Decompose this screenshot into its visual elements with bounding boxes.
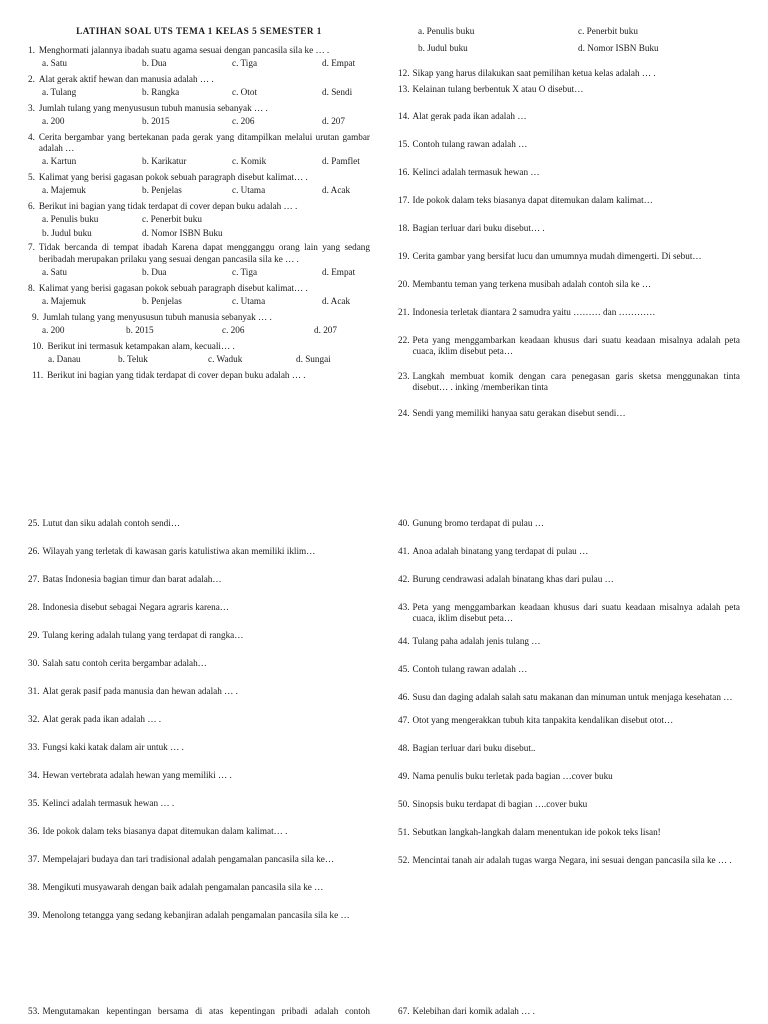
question-number: 48. [398,743,410,754]
question-item [398,771,740,782]
question-text: Sikap yang harus dilakukan saat pemilihan ketua kelas adalah … . [412,68,656,79]
question-number: 8. [28,282,35,293]
question-number: 5. [28,172,35,183]
options-5 [42,185,370,196]
option-a: a. Satu [42,266,68,277]
question-number: 46. [398,692,410,703]
option-c: c. Tiga [232,58,258,69]
question-item [398,371,740,393]
question-number: 36. [28,826,40,837]
question-item [28,910,370,921]
option-c: c. Utama [232,295,266,306]
option-a: a. Majemuk [42,295,86,306]
question-text: Gunung bromo terdapat di pulau … [412,518,544,528]
page-title: LATIHAN SOAL UTS TEMA 1 KELAS 5 SEMESTER 1 [76,26,322,36]
question-number: 30. [28,658,40,669]
question-text: Kalimat yang berisi gagasan pokok sebuah paragraph disebut kalimat… . [38,282,308,293]
question-item [398,636,740,647]
question-text: Cerita bergambar yang bertekanan pada gerak yang ditampilkan melalui urutan gambar adalah … [38,132,370,154]
option-b: b. Judul buku [42,228,92,239]
question-item [398,335,740,357]
question-text: Mempelajari budaya dan tari tradisional adalah pengamalan pancasila sila ke… [42,854,335,865]
question-text: Alat gerak pada ikan adalah … . [42,714,162,725]
question-number: 14. [398,111,410,122]
question-text: Mencintai tanah air adalah tugas warga Negara, ini sesuai dengan pancasila sila ke … . [412,855,732,866]
option-d: d. Acak [322,185,351,196]
question-1 [28,45,370,56]
question-item [28,658,370,669]
question-item [398,251,740,262]
option-a: a. 200 [42,116,65,127]
question-number: 33. [28,742,40,753]
question-text: Contoh tulang rawan adalah … [412,139,528,150]
question-text: Berikut ini termasuk ketampakan alam, kecuali… . [47,340,235,351]
option-c: c. Waduk [208,353,243,364]
question-text: Mengikuti musyawarah dengan baik adalah pengamalan pancasila sila ke … [42,882,324,893]
question-item [398,84,740,95]
question-number: 28. [28,602,40,613]
option-c: c. Penerbit buku [142,214,202,225]
question-item [28,826,370,837]
options-8 [42,296,370,307]
left-column-top [28,26,370,383]
question-item [28,518,370,529]
left-column-middle [28,518,370,938]
options-7 [42,267,370,278]
question-text: Bagian terluar dari buku disebut… . [412,223,545,234]
question-number: 51. [398,827,410,838]
question-text: Jumlah tulang yang menyususun tubuh manusia sebanyak … . [38,103,268,114]
question-3 [28,103,370,114]
question-number: 67. [398,1006,410,1016]
question-item [28,714,370,725]
question-text: Alat gerak pasif pada manusia dan hewan adalah … . [42,686,238,697]
question-number: 22. [398,335,410,346]
answer-options-11 [418,26,740,54]
question-item [28,742,370,753]
question-list-12-24 [398,68,740,418]
option-a: a. Tulang [42,87,77,98]
right-column-bottom [398,1006,740,1017]
option-c: c. Utama [232,185,266,196]
question-number: 45. [398,664,410,675]
options-2 [42,87,370,98]
option-c: c. Komik [232,156,267,167]
options-9 [42,325,370,336]
question-text: Susu dan daging adalah salah satu makanan dan minuman untuk menjaga kesehatan … [412,692,733,703]
question-item [398,167,740,178]
option-c: c. Tiga [232,266,258,277]
question-53 [28,1006,370,1017]
question-6 [28,201,370,212]
question-number: 25. [28,518,40,528]
options-3 [42,116,370,127]
question-number: 41. [398,546,410,557]
question-number: 21. [398,307,410,318]
question-item [28,630,370,641]
question-number: 43. [398,602,410,613]
option-b: b. 2015 [126,324,154,335]
question-item [398,602,740,624]
question-item [28,574,370,585]
question-number: 32. [28,714,40,725]
question-number: 11. [32,369,44,380]
question-text: Lutut dan siku adalah contoh sendi… [42,518,181,528]
question-number: 9. [32,311,39,322]
option-d: d. Nomor ISBN Buku [142,228,223,239]
question-number: 6. [28,201,35,212]
option-d: d. 207 [322,116,345,127]
option-c: c. 206 [222,324,245,335]
question-item [398,546,740,557]
question-number: 17. [398,195,410,206]
option-b: b. Judul buku [418,43,468,54]
question-item [28,798,370,809]
question-list-40-52 [398,518,740,866]
option-a: a. 200 [42,324,65,335]
question-item [398,195,740,206]
question-text: Cerita gambar yang bersifat lucu dan umumnya mudah dimengerti. Di sebut… [412,251,702,262]
question-text: Sebutkan langkah-langkah dalam menentukan ide pokok teks lisan! [412,827,661,838]
question-number: 3. [28,103,35,114]
question-item [28,686,370,697]
question-item [398,692,740,703]
question-text: Batas Indonesia bagian timur dan barat adalah… [42,574,222,585]
question-text: Indonesia disebut sebagai Negara agraris karena… [42,602,229,613]
question-number: 18. [398,223,410,234]
question-item [398,799,740,810]
option-b: b. Teluk [118,353,148,364]
option-d: d. Empat [322,58,356,69]
question-item [398,68,740,79]
question-item [398,664,740,675]
option-d: d. 207 [314,324,337,335]
question-item [28,770,370,781]
question-text: Peta yang menggambarkan keadaan khusus dari suatu keadaan misalnya adalah peta cuaca, iklim disebut peta… [412,335,740,357]
options-1 [42,58,370,69]
question-number: 19. [398,251,410,262]
question-text: Sinopsis buku terdapat di bagian ….cover buku [412,799,588,810]
option-d: d. Empat [322,266,356,277]
question-10 [28,341,370,352]
question-text: Mengutamakan kepentingan bersama di atas kepentingan pribadi adalah contoh [42,1006,370,1016]
question-text: Alat gerak aktif hewan dan manusia adalah … . [38,74,214,85]
option-d: d. Acak [322,295,351,306]
question-8 [28,283,370,294]
option-c: c. Penerbit buku [578,26,638,36]
option-b: b. 2015 [142,116,170,127]
question-item [398,307,740,318]
question-text: Otot yang mengerakkan tubuh kita tanpakita kendalikan disebut otot… [412,715,674,726]
option-d: d. Pamflet [322,156,360,167]
question-number: 24. [398,407,410,418]
question-number: 42. [398,574,410,585]
option-a: a. Penulis buku [42,214,99,225]
question-number: 38. [28,882,40,893]
question-text: Kelebihan dari komik adalah … . [412,1006,535,1016]
question-text: Ide pokok dalam teks biasanya dapat ditemukan dalam kalimat… [412,195,653,206]
question-number: 27. [28,574,40,585]
question-text: Contoh tulang rawan adalah … [412,664,528,675]
question-text: Wilayah yang terletak di kawasan garis katulistiwa akan memiliki iklim… [42,546,316,557]
question-item [28,546,370,557]
question-text: Menghormati jalannya ibadah suatu agama sesuai dengan pancasila sila ke … . [38,45,330,56]
question-text: Kelainan tulang berbentuk X atau O disebut… [412,84,584,95]
question-2 [28,74,370,85]
question-number: 4. [28,132,35,143]
question-number: 2. [28,74,35,85]
option-a: a. Majemuk [42,185,86,196]
question-text: Alat gerak pada ikan adalah … [412,111,527,122]
question-item [398,743,740,754]
question-text: Anoa adalah binatang yang terdapat di pulau … [412,546,589,557]
question-text: Tulang kering adalah tulang yang terdapat di rangka… [42,630,244,641]
option-b: b. Penjelas [142,185,182,196]
right-column-top [398,26,740,433]
question-7 [28,242,370,264]
option-b: b. Dua [142,266,167,277]
options-4 [42,156,370,167]
question-item [398,279,740,290]
question-item [398,855,740,866]
question-list-25-39 [28,518,370,921]
question-text: Indonesia terletak diantara 2 samudra yaitu ……… dan ………… [412,307,656,318]
option-b: b. Dua [142,58,167,69]
question-number: 35. [28,798,40,809]
question-text: Bagian terluar dari buku disebut.. [412,743,536,754]
question-number: 26. [28,546,40,557]
question-5 [28,172,370,183]
question-item [398,518,740,529]
question-text: Kalimat yang berisi gagasan pokok sebuah paragraph disebut kalimat… . [38,172,308,183]
question-text: Berikut ini bagian yang tidak terdapat di cover depan buku adalah … . [38,201,298,212]
question-text: Sendi yang memiliki hanyaa satu gerakan disebut sendi… [412,407,626,418]
option-d: d. Sendi [322,87,353,98]
question-text: Fungsi kaki katak dalam air untuk … . [42,742,184,753]
option-d: d. Nomor ISBN Buku [578,43,659,54]
question-4 [28,132,370,154]
right-column-middle [398,518,740,883]
question-text: Hewan vertebrata adalah hewan yang memiliki … . [42,770,232,781]
question-number: 47. [398,715,410,726]
question-text: Burung cendrawasi adalah binatang khas dari pulau … [412,574,614,585]
question-item [398,574,740,585]
question-number: 52. [398,855,410,866]
question-number: 31. [28,686,40,697]
question-number: 13. [398,84,410,95]
option-b: b. Penjelas [142,295,182,306]
question-number: 15. [398,139,410,150]
question-number: 20. [398,279,410,290]
question-number: 16. [398,167,410,178]
question-number: 10. [32,340,44,351]
question-item [398,715,740,726]
question-text: Tulang paha adalah jenis tulang … [412,636,541,647]
question-number: 39. [28,910,40,921]
options-10 [48,354,370,365]
question-number: 40. [398,518,410,528]
question-item [398,408,740,419]
question-text: Membantu teman yang terkena musibah adalah contoh sila ke … [412,279,652,290]
question-text: Menolong tetangga yang sedang kebanjiran adalah pengamalan pancasila sila ke … [42,910,350,921]
question-item [28,882,370,893]
question-number: 7. [28,242,35,253]
option-a: a. Kartun [42,156,77,167]
option-d: d. Sungai [296,353,331,364]
question-number: 23. [398,371,410,382]
question-item [398,111,740,122]
question-text: Ide pokok dalam teks biasanya dapat ditemukan dalam kalimat… . [42,826,288,837]
question-number: 37. [28,854,40,865]
question-item [28,602,370,613]
question-item [398,827,740,838]
question-number: 53. [28,1006,40,1016]
question-text: Langkah membuat komik dengan cara penegasan garis sketsa menggunakan tinta disebut… . inking /memberikan tinta [412,371,740,393]
question-item [398,139,740,150]
question-number: 44. [398,636,410,647]
question-11 [28,370,370,381]
question-number: 29. [28,630,40,641]
question-text: Nama penulis buku terletak pada bagian …cover buku [412,771,613,782]
question-text: Kelinci adalah termasuk hewan … . [42,798,175,809]
question-67 [398,1006,740,1017]
option-b: b. Karikatur [142,156,187,167]
question-number: 50. [398,799,410,810]
question-text: Jumlah tulang yang menyususun tubuh manusia sebanyak … . [42,311,272,322]
option-c: c. 206 [232,116,255,127]
option-a: a. Danau [48,353,81,364]
option-c: c. Otot [232,87,258,98]
question-9 [28,312,370,323]
question-number: 34. [28,770,40,781]
option-b: b. Rangka [142,87,180,98]
question-item [28,854,370,865]
question-text: Salah satu contoh cerita bergambar adalah… [42,658,207,669]
question-text: Tidak bercanda di tempat ibadah Karena dapat mengganggu orang lain yang sedang beribadah merupakan prilaku yang sesuai dengan pancasila sila ke … . [38,242,370,264]
question-number: 49. [398,771,410,782]
question-item [398,223,740,234]
option-a: a. Penulis buku [418,26,475,36]
options-6 [42,214,370,239]
question-text: Berikut ini bagian yang tidak terdapat di cover depan buku adalah … . [47,369,306,380]
question-number: 12. [398,68,410,79]
question-text: Kelinci adalah termasuk hewan … [412,167,540,178]
question-text: Peta yang menggambarkan keadaan khusus dari suatu keadaan misalnya adalah peta cuaca, iklim disebut peta… [412,602,740,624]
question-number: 1. [28,45,35,56]
option-a: a. Satu [42,58,68,69]
left-column-bottom [28,1006,370,1017]
